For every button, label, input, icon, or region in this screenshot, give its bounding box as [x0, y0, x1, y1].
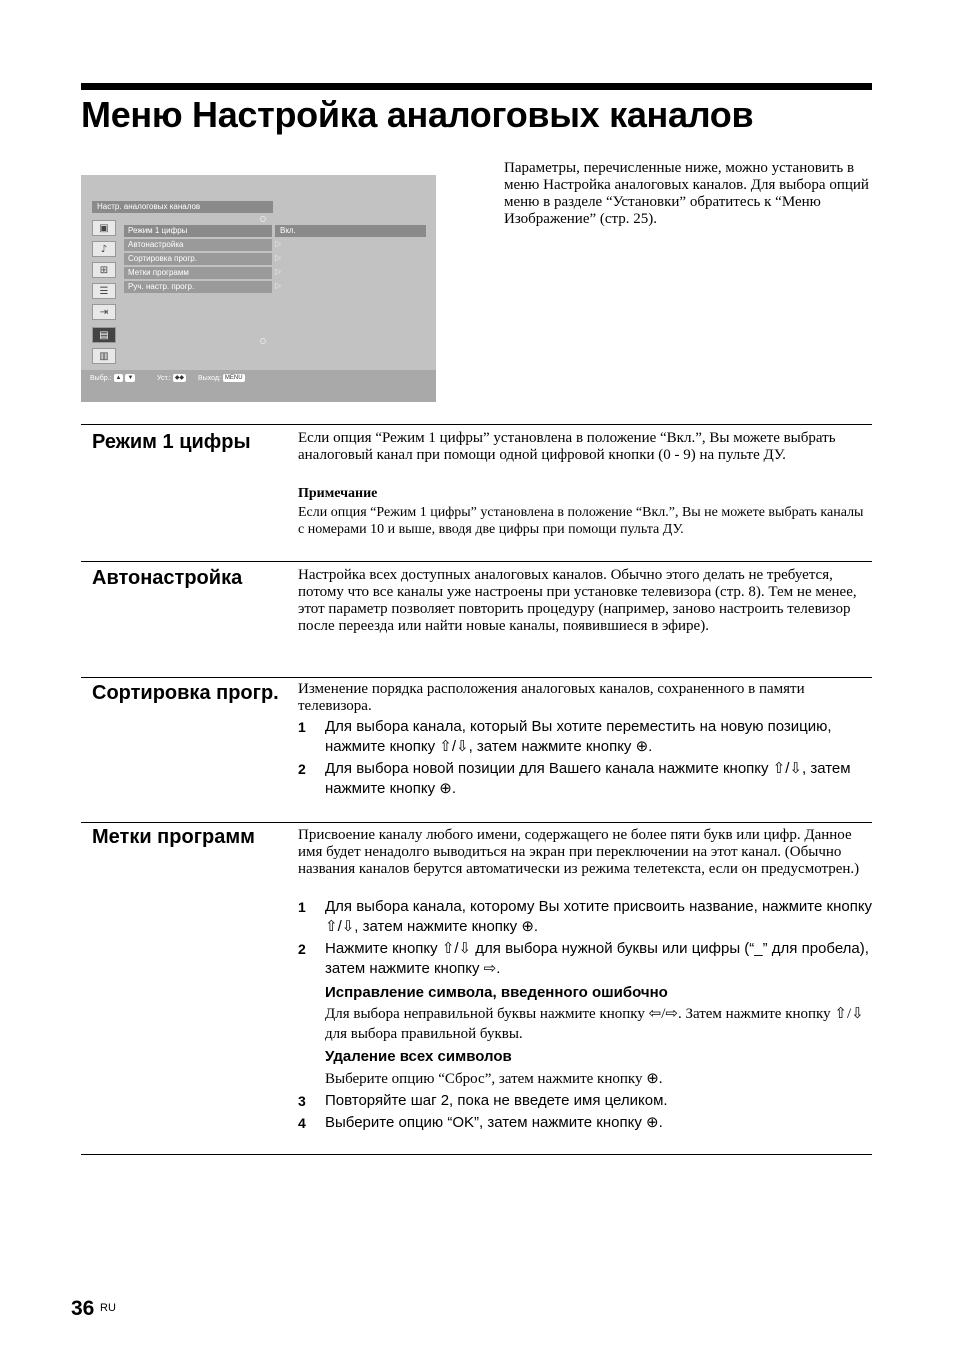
step	[298, 1091, 874, 1111]
step-number: 3	[298, 1093, 306, 1109]
features-icon: ⊞	[92, 262, 116, 278]
sound-icon: ♪	[92, 241, 116, 257]
footer-set: Уст.: ◆◆	[157, 374, 185, 382]
step-number: 1	[298, 899, 306, 915]
intro-text: Параметры, перечисленные ниже, можно установить в меню Настройка аналоговых каналов. Для выбора опций меню в разделе “Установки” обратитесь к “Меню Изображение” (стр. 25).	[504, 160, 869, 227]
page-language: RU	[100, 1302, 116, 1314]
title-rule	[81, 83, 872, 90]
section-text: Присвоение каналу любого имени, содержащего не более пяти букв или цифр. Данное имя будет ненадолго выводиться на экран при переключении на этот канал. (Обычно названия каналов берутся автоматически из режима телетекста, если он предусмотрен.)	[298, 827, 860, 877]
subheading-fix: Исправление символа, введенного ошибочно	[325, 984, 668, 1001]
section-title-auto-tuning: Автонастройка	[92, 567, 243, 589]
menu-header: Настр. аналоговых каналов	[92, 201, 273, 213]
enter-key-icon: ◆◆	[174, 375, 185, 381]
subtext-delete: Выберите опцию “Сброс”, затем нажмите кнопку ⊕.	[325, 1071, 663, 1087]
menu-item-auto-tuning: Автонастройка	[124, 239, 272, 251]
section-divider	[81, 1154, 872, 1155]
section-divider	[81, 561, 872, 562]
scroll-up-icon	[260, 216, 266, 222]
step-text: Выберите опцию “OK”, затем нажмите кнопку ⊕.	[325, 1114, 663, 1131]
step-text: Для выбора новой позиции для Вашего канала нажмите кнопку ⇧/⇩, затем нажмите кнопку ⊕.	[325, 760, 851, 797]
chevron-right-icon: ▷	[275, 239, 282, 248]
step-number: 4	[298, 1115, 306, 1131]
page-title: Меню Настройка аналоговых каналов	[81, 94, 754, 135]
step-text: Для выбора канала, который Вы хотите переместить на новую позицию, нажмите кнопку ⇧/⇩, затем нажмите кнопку ⊕.	[325, 718, 832, 755]
section-divider	[81, 822, 872, 823]
menu-item-digit-mode: Режим 1 цифры	[124, 225, 272, 237]
footer-exit: Выход: MENU	[198, 374, 243, 382]
menu-item-programme-sorting: Сортировка прогр.	[124, 253, 272, 265]
section-title-digit-mode: Режим 1 цифры	[92, 431, 251, 453]
subtext-fix: Для выбора неправильной буквы нажмите кнопку ⇦/⇨. Затем нажмите кнопку ⇧/⇩ для выбора правильной буквы.	[325, 1006, 864, 1042]
note-heading: Примечание	[298, 486, 378, 501]
section-text: Настройка всех доступных аналоговых каналов. Обычно этого делать не требуется, потому что все каналы уже настроены при установке телевизора (стр. 8). Тем не менее, этот параметр позволяет повторить процедуру (например, заново настроить телевизор после переезда или найти новые каналы, появившиеся в эфире).	[298, 567, 857, 634]
section-text: Если опция “Режим 1 цифры” установлена в положение “Вкл.”, Вы можете выбрать аналоговый канал при помощи одной цифровой кнопки (0 - 9) на пульте ДУ.	[298, 430, 836, 463]
subheading-delete: Удаление всех символов	[325, 1048, 512, 1065]
note-text: Если опция “Режим 1 цифры” установлена в положение “Вкл.”, Вы не можете выбрать каналы с номерами 10 и выше, вводя две цифры при помощи пульта ДУ.	[298, 505, 864, 537]
menu-item-programme-labels: Метки программ	[124, 267, 272, 279]
down-key-icon: ▼	[127, 375, 134, 381]
section-title-programme-labels: Метки программ	[92, 826, 255, 848]
step	[298, 939, 874, 979]
step-text: Повторяйте шаг 2, пока не введете имя целиком.	[325, 1092, 668, 1109]
selected-value: Вкл.	[275, 225, 426, 237]
analog-setup-icon: ▤	[92, 327, 116, 343]
menu-item-manual-tuning: Руч. настр. прогр.	[124, 281, 272, 293]
section-divider	[81, 424, 872, 425]
step-text: Для выбора канала, которому Вы хотите присвоить название, нажмите кнопку ⇧/⇩, затем нажмите кнопку ⊕.	[325, 898, 873, 935]
setup-icon: ☰	[92, 283, 116, 299]
step	[298, 759, 874, 799]
step	[298, 897, 874, 937]
section-text: Изменение порядка расположения аналоговых каналов, сохраненного в памяти телевизора.	[298, 681, 805, 714]
step	[298, 717, 874, 757]
tv-menu-screenshot	[81, 175, 436, 402]
input-icon: ⇥	[92, 304, 116, 320]
scroll-down-icon	[260, 338, 266, 344]
footer-select: Выбр.: ▲ ▼	[90, 374, 134, 382]
picture-icon: ▣	[92, 220, 116, 236]
chevron-right-icon: ▷	[275, 281, 282, 290]
up-key-icon: ▲	[115, 375, 122, 381]
section-divider	[81, 677, 872, 678]
digital-setup-icon: ▥	[92, 348, 116, 364]
step	[298, 1113, 874, 1133]
step-number: 1	[298, 719, 306, 735]
section-title-programme-sorting: Сортировка прогр.	[92, 682, 279, 704]
step-number: 2	[298, 761, 306, 777]
step-text: Нажмите кнопку ⇧/⇩ для выбора нужной буквы или цифры (“_” для пробела), затем нажмите кнопку ⇨.	[325, 940, 869, 977]
page-number: 36	[71, 1297, 95, 1320]
chevron-right-icon: ▷	[275, 267, 282, 276]
menu-key: MENU	[224, 375, 243, 381]
step-number: 2	[298, 941, 306, 957]
chevron-right-icon: ▷	[275, 253, 282, 262]
